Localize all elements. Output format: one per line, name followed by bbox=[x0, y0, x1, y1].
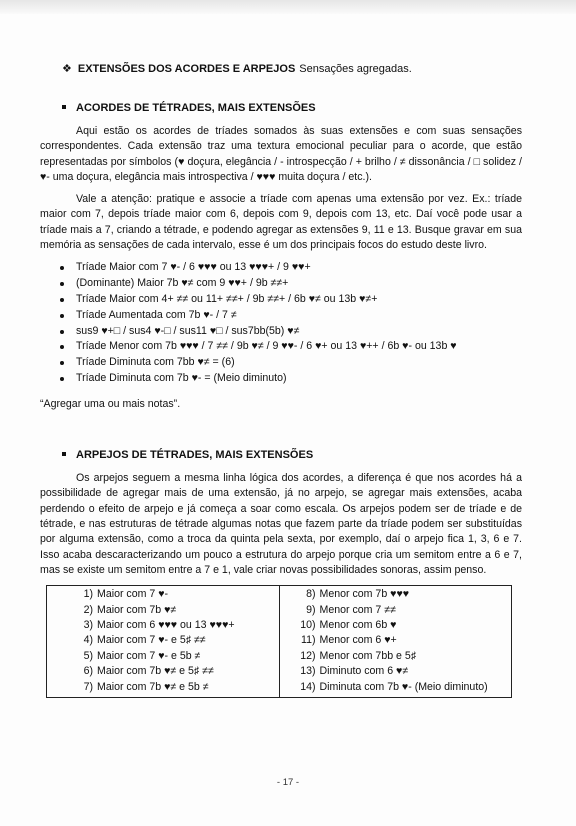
arpeggio-item: 3) Maior com 6 ♥♥♥ ou 13 ♥♥♥+ bbox=[83, 618, 235, 631]
arpeggio-item: 11) Menor com 6 ♥+ bbox=[300, 634, 397, 647]
square-bullet-icon bbox=[62, 452, 66, 456]
arpeggio-item: 2) Maior com 7b ♥≠ bbox=[83, 603, 177, 616]
page-content bbox=[40, 52, 522, 698]
arpeggio-item: 7) Maior com 7b ♥≠ e 5b ≠ bbox=[83, 680, 209, 693]
section-title-arpeggios: ARPEJOS DE TÉTRADES, MAIS EXTENSÕES bbox=[76, 449, 314, 462]
chapter-subtitle: Sensações agregadas. bbox=[299, 63, 412, 75]
arpeggio-item: 9) Menor com 7 ≠≠ bbox=[306, 603, 396, 616]
square-bullet-icon bbox=[62, 105, 66, 109]
arpeggio-column-left bbox=[47, 586, 280, 698]
chord-list-item: Tríade Diminuta com 7bb ♥≠ = (6) bbox=[60, 355, 522, 371]
arpeggio-item: 13) Diminuto com 6 ♥≠ bbox=[300, 665, 409, 678]
chord-list bbox=[40, 260, 522, 386]
chord-list-item: Tríade Maior com 7 ♥- / 6 ♥♥♥ ou 13 ♥♥♥+ / 9 ♥♥+ bbox=[60, 260, 522, 276]
quote-text: “Agregar uma ou mais notas”. bbox=[40, 397, 181, 410]
chord-list-item: Tríade Maior com 4+ ≠≠ ou 11+ ≠≠+ / 9b ≠≠+ / 6b ♥≠ ou 13b ♥≠+ bbox=[60, 292, 522, 308]
arpeggio-column-right bbox=[279, 586, 512, 698]
paragraph-intro: Aqui estão os acordes de tríades somados às suas extensões e com suas sensações correspondentes. Cada extensão traz uma textura emocional peculiar para o acorde, que estão representadas por símbolos (♥ doçura, elegância / - introspecção / + brilho / ≠ dissonância / □ solidez / ♥- uma doçura, elegância mais introspectiva / ♥♥♥ muita doçura / etc.). bbox=[40, 125, 522, 183]
section-title-chords: ACORDES DE TÉTRADES, MAIS EXTENSÕES bbox=[76, 102, 316, 114]
arpeggio-item: 14) Diminuta com 7b ♥- (Meio diminuto) bbox=[300, 680, 488, 693]
section-heading-chords bbox=[62, 101, 522, 116]
section-heading-arpeggios bbox=[62, 448, 522, 463]
chord-list-item: Tríade Menor com 7b ♥♥♥ / 7 ≠≠ / 9b ♥≠ / 9 ♥♥- / 6 ♥+ ou 13 ♥++ / 6b ♥- ou 13b ♥ bbox=[60, 339, 522, 355]
chord-list-item: sus9 ♥+□ / sus4 ♥-□ / sus11 ♥□ / sus7bb(5b) ♥≠ bbox=[60, 324, 522, 340]
chord-list-item: (Dominante) Maior 7b ♥≠ com 9 ♥♥+ / 9b ≠≠+ bbox=[60, 276, 522, 292]
paragraph-attention: Vale a atenção: pratique e associe a tríade com apenas uma extensão por vez. Ex.: tríade maior com 7, depois tríade maior com 6, depois com 9, depois com 13, etc. Daí você pode usar a tríade mais a 7, criando a tétrade, e podendo agregar as extensões 9, 11 e 13. Busque gravar em sua memória as sensações de cada intervalo, esse é um dos principais focos do estudo deste livro. bbox=[40, 193, 522, 252]
chord-list-item: Tríade Diminuta com 7b ♥- = (Meio diminuto) bbox=[60, 371, 522, 387]
arpeggio-item: 5) Maior com 7 ♥- e 5b ≠ bbox=[83, 649, 201, 662]
arpeggio-item: 4) Maior com 7 ♥- e 5♯ ≠≠ bbox=[83, 634, 206, 647]
arpeggio-item: 10) Menor com 6b ♥ bbox=[300, 618, 397, 631]
arpeggio-table bbox=[46, 585, 512, 698]
arpeggio-item: 8) Menor com 7b ♥♥♥ bbox=[306, 588, 410, 601]
page-top-edge bbox=[0, 0, 576, 14]
diamond-bullet-icon: ❖ bbox=[62, 63, 72, 75]
arpeggio-item: 6) Maior com 7b ♥≠ e 5♯ ≠≠ bbox=[83, 665, 214, 678]
chapter-heading bbox=[62, 62, 522, 77]
chapter-title: EXTENSÕES DOS ACORDES E ARPEJOS bbox=[77, 63, 296, 75]
page-number: - 17 - bbox=[276, 777, 300, 788]
arpeggio-item: 1) Maior com 7 ♥- bbox=[83, 588, 169, 601]
arpeggio-item: 12) Menor com 7bb e 5♯ bbox=[300, 649, 417, 662]
chord-list-item: Tríade Aumentada com 7b ♥- / 7 ≠ bbox=[60, 308, 522, 324]
paragraph-arpeggios: Os arpejos seguem a mesma linha lógica dos acordes, a diferença é que nos acordes há a possibilidade de agregar mais de uma extensão, já no arpejo, se agregar mais extensões, acaba perdendo o efeito de arpejo e já começa a soar como escala. Os arpejos podem ser de tríade e de tétrade, e nas estruturas de tétrade algumas notas que fazem parte da tríade podem ser substituídas por alguma extensão, como a troca da quinta pela sexta, por exemplo, daí o arpejo fica 1, 3, 6 e 7. Isso acaba descaracterizando um pouco a estrutura do arpejo porque cria um semitom entre a 6 e 7, mas se existe um semitom entre a 7 e 1, vale criar novas possibilidades sonoras, assim penso. bbox=[40, 472, 522, 576]
